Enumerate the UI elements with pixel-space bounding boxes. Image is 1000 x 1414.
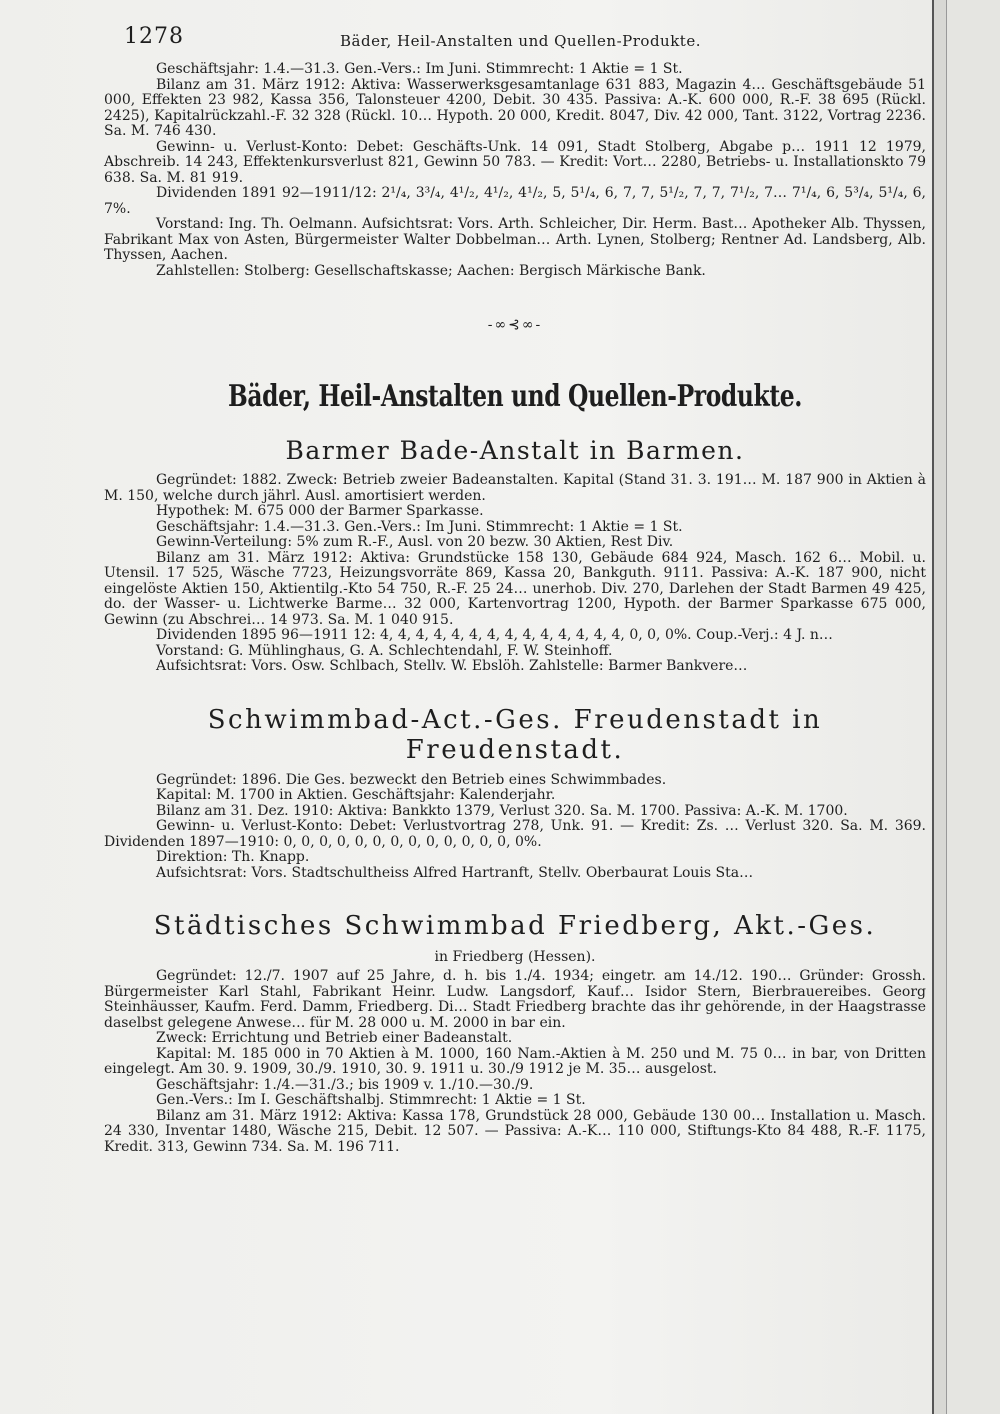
company-entry-friedberg (104, 911, 926, 1155)
entry-paragraph: Zweck: Errichtung und Betrieb einer Badeanstalt. (156, 1030, 513, 1046)
entry-paragraph: Gegründet: 1896. Die Ges. bezweckt den Betrieb eines Schwimmbades. (156, 771, 667, 788)
entry-paragraph: Gewinn- u. Verlust-Konto: Debet: Geschäfts-Unk. 14 091, Stadt Stolberg, Abgabe p… 1911 12 1979, Abschreib. 14 243, Effektenkursverlust 821, Gewinn 50 783. — Kredit: Vort… 2280, Betriebs- u. Installationskto 79 638. Sa. M. 81 919. (104, 138, 926, 186)
company-title: Städtisches Schwimmbad Friedberg, Akt.-Ges. (153, 911, 877, 941)
entry-paragraph: Gegründet: 1882. Zweck: Betrieb zweier Badeanstalten. Kapital (Stand 31. 3. 191… M. 187 900 in Aktien à M. 150, welche durch jährl. Ausl. amortisiert werden. (104, 472, 926, 504)
entry-paragraph: Zahlstellen: Stolberg: Gesellschaftskasse; Aachen: Bergisch Märkische Bank. (156, 262, 706, 279)
page-content (104, 22, 926, 1155)
entry-paragraph: Bilanz am 31. März 1912: Aktiva: Grundstücke 158 130, Gebäude 684 924, Masch. 162 6… Mobil. u. Utensil. 17 525, Wäsche 7723, Heizungsvorräte 869, Kassa 20, Bankguth. 9111. Passiva: A.-K. 187 900, nicht eingelöste Aktien 150, Aktientilg.-Kto 54 750, R.-F. 25 24… unerhob. Div. 270, Darlehen der Stadt Barmen 49 425, do. der Wasser- u. Lichtwerke Barme… 32 000, Kartenvortrag 1200, Hypoth. der Barmer Sparkasse 675 000, Gewinn (zu Abschrei… 14 973. Sa. M. 1 040 915. (104, 549, 926, 628)
section-title: Bäder, Heil-Anstalten und Quellen-Produkte. (227, 379, 803, 414)
company-title: Barmer Bade-Anstalt in Barmen. (285, 436, 745, 465)
entry-paragraph: Direktion: Th. Knapp. (156, 849, 310, 865)
entry-paragraph: Gewinn- u. Verlust-Konto: Debet: Verlustvortrag 278, Unk. 91. — Kredit: Zs. … Verlust 320. Sa. M. 369. Dividenden 1897—1910: 0, 0, 0, 0, 0, 0, 0, 0, 0, 0, 0, 0, 0, 0%. (104, 818, 926, 850)
page-number: 1278 (124, 24, 184, 49)
entry-paragraph: Dividenden 1891 92—1911/12: 2¹/₄, 3³/₄, 4¹/₂, 4¹/₂, 4¹/₂, 5, 5¹/₄, 6, 7, 7, 5¹/₂, 7, 7, 7¹/₂, 7… 7¹/₄, 6, 5³/₄, 5¹/₄, 6, 7%. (104, 185, 926, 217)
entry-paragraph: Aufsichtsrat: Vors. Stadtschultheiss Alfred Hartranft, Stellv. Oberbaurat Louis Sta… (156, 864, 754, 881)
entry-paragraph: Geschäftsjahr: 1.4.—31.3. Gen.-Vers.: Im Juni. Stimmrecht: 1 Aktie = 1 St. (156, 518, 683, 535)
entry-paragraph: Gen.-Vers.: Im I. Geschäftshalbj. Stimmrecht: 1 Aktie = 1 St. (156, 1092, 586, 1108)
page-gutter (932, 0, 1000, 1414)
entry-paragraph: Gegründet: 12./7. 1907 auf 25 Jahre, d. h. bis 1./4. 1934; eingetr. am 14./12. 190… Gründer: Grossh. Bürgermeister Karl Stahl, Fabrikant Heinr. Ludw. Langsdorf, Kauf… Isidor Stern, Bierbrauereibes. Georg Steinhäusser, Kaufm. Ferd. Damm, Friedberg. Di… Stadt Friedberg brachte das ihr gehörende, in der Haagstrasse daselbst gelegene Anwese… für M. 28 000 u. M. 2000 in bar ein. (104, 968, 926, 1031)
company-subtitle: in Friedberg (Hessen). (434, 949, 596, 965)
company-entry-freudenstadt (104, 705, 926, 882)
entry-paragraph: Geschäftsjahr: 1.4.—31.3. Gen.-Vers.: Im Juni. Stimmrecht: 1 Aktie = 1 St. (156, 61, 683, 77)
running-title: Bäder, Heil-Anstalten und Quellen-Produkte. (340, 32, 701, 50)
entry-paragraph: Vorstand: G. Mühlinghaus, G. A. Schlechtendahl, F. W. Steinhoff. (156, 642, 613, 659)
ornament-divider: -∞⊰∞- (487, 317, 543, 333)
entry-paragraph: Geschäftsjahr: 1./4.—31./3.; bis 1909 v. 1./10.—30./9. (156, 1076, 534, 1093)
entry-paragraph: Bilanz am 31. März 1912: Aktiva: Wasserwerksgesamtanlage 631 883, Magazin 4… Geschäftsgebäude 51 000, Effekten 23 982, Kassa 356, Talonsteuer 4200, Debit. 30 435. Passiva: A.-K. 600 000, R.-F. 38 695 (Rückl. 2425), Kapitalrückzahl.-F. 32 328 (Rückl. 10… Hypoth. 20 000, Kredit. 8047, Div. 42 000, Tant. 3122, Vortrag 2236. Sa. M. 746 430. (104, 76, 926, 139)
previous-company-entry (104, 62, 926, 279)
entry-paragraph: Bilanz am 31. Dez. 1910: Aktiva: Bankkto 1379, Verlust 320. Sa. M. 1700. Passiva: A.-K. M. 1700. (156, 802, 848, 819)
entry-paragraph: Dividenden 1895 96—1911 12: 4, 4, 4, 4, 4, 4, 4, 4, 4, 4, 4, 4, 4, 4, 0, 0, 0%. Coup.-Verj.: 4 J. n… (156, 627, 833, 643)
company-entry-barmer (104, 436, 926, 675)
entry-paragraph: Kapital: M. 185 000 in 70 Aktien à M. 1000, 160 Nam.-Aktien à M. 250 und M. 75 0… in bar, von Dritten eingelegt. Am 30. 9. 1909, 30./9. 1910, 30. 9. 1911 u. 30./9 1912 je M. 35… ausgelost. (104, 1045, 926, 1077)
entry-paragraph: Hypothek: M. 675 000 der Barmer Sparkasse. (156, 503, 484, 519)
entry-paragraph: Aufsichtsrat: Vors. Osw. Schlbach, Stellv. W. Ebslöh. Zahlstelle: Barmer Bankvere… (156, 658, 748, 674)
entry-paragraph: Vorstand: Ing. Th. Oelmann. Aufsichtsrat: Vors. Arth. Schleicher, Dir. Herm. Bast… Apotheker Alb. Thyssen, Fabrikant Max von Asten, Bürgermeister Walter Dobbelman… Arth. Lynen, Stolberg; Rentner Ad. Landsberg, Alb. Thyssen, Aachen. (104, 216, 926, 263)
entry-paragraph: Kapital: M. 1700 in Aktien. Geschäftsjahr: Kalenderjahr. (156, 787, 556, 803)
entry-paragraph: Bilanz am 31. März 1912: Aktiva: Kassa 178, Grundstück 28 000, Gebäude 130 00… Installation u. Masch. 24 330, Inventar 1480, Wäsche 215, Debit. 12 507. — Passiva: A.-K… 110 000, Stiftungs-Kto 84 488, R.-F. 1175, Kredit. 313, Gewinn 734. Sa. M. 196 711. (104, 1107, 926, 1155)
running-head (104, 22, 926, 62)
entry-paragraph: Gewinn-Verteilung: 5% zum R.-F., Ausl. von 20 bezw. 30 Aktien, Rest Div. (156, 534, 674, 550)
company-title: Schwimmbad-Act.-Ges. Freudenstadt in Freudenstadt. (207, 704, 823, 765)
